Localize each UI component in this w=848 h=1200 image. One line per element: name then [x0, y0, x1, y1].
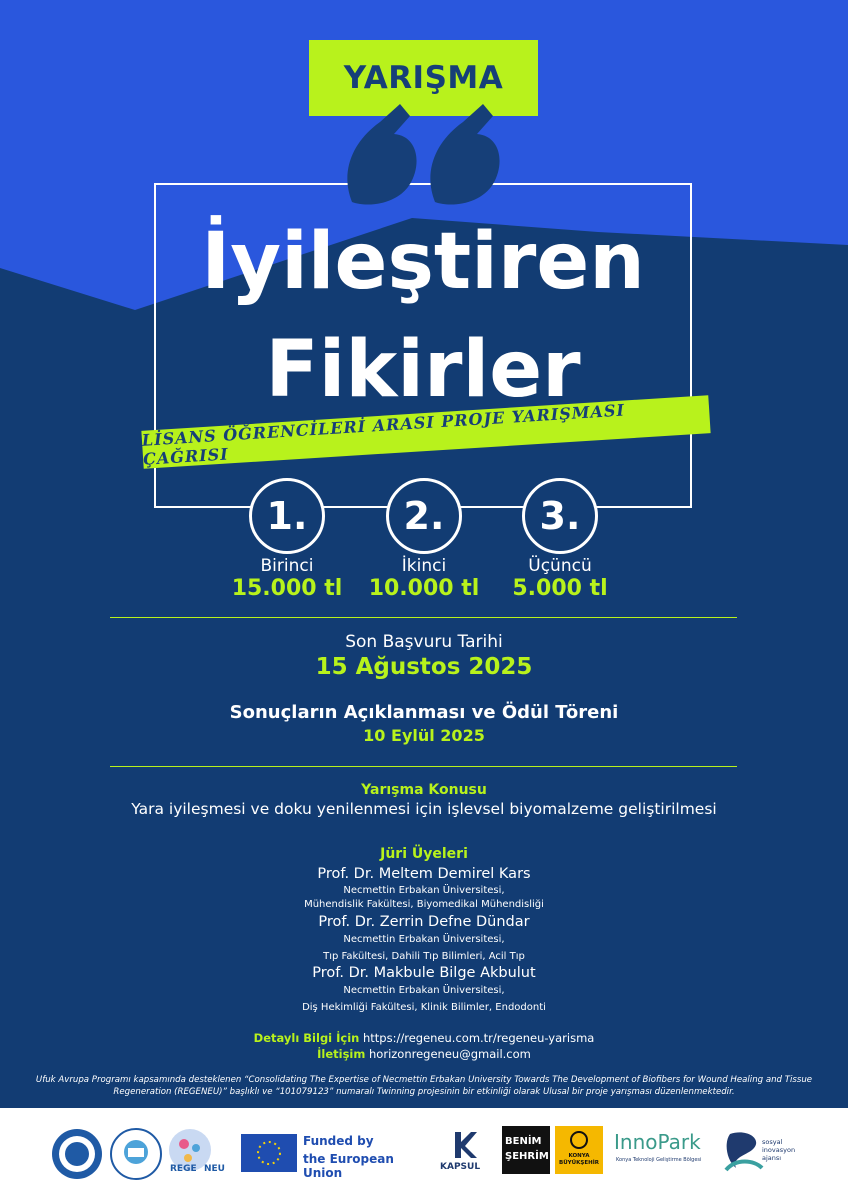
jury-affiliation: Necmettin Erbakan Üniversitesi, [343, 985, 505, 996]
jury-name: Prof. Dr. Makbule Bilge Akbulut [312, 965, 536, 981]
contact-line [0, 1047, 848, 1061]
prize-amount: 15.000 tl [231, 576, 343, 601]
funding-note: Ufuk Avrupa Programı kapsamında desteklenen “Consolidating The Expertise of Necmettin Erbakan University Towards The Development of Biofibers for Wound Healing and Tissue Regeneration (REGENEU)” başlıklı ve “101079123” numaralı Twinning projesinin bir etkinliği olarak Ulusal bir proje yarışması düzenlenmektedir. [35, 1075, 813, 1097]
jury-name: Prof. Dr. Meltem Demirel Kars [317, 866, 531, 882]
jury-department: Mühendislik Fakültesi, Biyomedikal Mühendisliği [304, 899, 544, 910]
jury-affiliation: Necmettin Erbakan Üniversitesi, [343, 885, 505, 896]
info-url[interactable]: https://regeneu.com.tr/regeneu-yarisma [363, 1031, 595, 1045]
info-line [0, 1031, 848, 1045]
eu-text-line1: Funded by [303, 1134, 374, 1148]
prize-label: Birinci [260, 556, 314, 576]
rank-number: 2. [403, 494, 445, 538]
divider [110, 766, 737, 767]
benim-text: BENİM [505, 1136, 542, 1147]
benim-sehrim-logo [502, 1126, 550, 1174]
contact-email[interactable]: horizonregeneu@gmail.com [369, 1047, 531, 1061]
regeneu-text-2: NEU [204, 1164, 225, 1174]
rank-number: 3. [539, 494, 581, 538]
quote-icon [340, 92, 510, 222]
prize-label: Üçüncü [528, 556, 592, 576]
logo-strip [0, 1108, 848, 1200]
title-line-2: Fikirler [265, 325, 581, 415]
innopark-text: InnoPark [614, 1130, 701, 1154]
prize-label: İkinci [401, 556, 447, 576]
prize-first [217, 478, 357, 601]
rank-circle [522, 478, 598, 554]
konya-emblem-icon [569, 1130, 589, 1150]
kapsul-logo [436, 1130, 492, 1178]
prize-third [490, 478, 630, 601]
kapsul-icon [449, 1130, 479, 1160]
faculty-seal-icon [110, 1128, 162, 1180]
topic-label: Yarışma Konusu [361, 782, 487, 798]
ceremony-label: Sonuçların Açıklanması ve Ödül Töreni [229, 702, 619, 723]
deadline-label: Son Başvuru Tarihi [345, 632, 503, 652]
rank-circle [386, 478, 462, 554]
jury-department: Tıp Fakültesi, Dahili Tıp Bilimleri, Acil Tıp [323, 951, 525, 962]
divider [110, 617, 737, 618]
jury-label: Jüri Üyeleri [380, 846, 468, 862]
sosyal-inovasyon-text: sosyal inovasyon ajansı [762, 1138, 796, 1162]
sehrim-text: ŞEHRİM [505, 1151, 549, 1162]
title-line-1: İyileştiren [201, 217, 645, 307]
jury-name: Prof. Dr. Zerrin Defne Dündar [318, 914, 530, 930]
competition-tag-label: YARIŞMA [343, 60, 504, 96]
call-banner-text: LİSANS ÖĞRENCİLERİ ARASI PROJE YARIŞMASI ÇAĞRISI [141, 400, 626, 469]
prize-second [354, 478, 494, 601]
prize-amount: 10.000 tl [368, 576, 480, 601]
rank-number: 1. [266, 494, 308, 538]
ceremony-date: 10 Eylül 2025 [363, 726, 485, 745]
konya-logo [555, 1126, 603, 1174]
rank-circle [249, 478, 325, 554]
innopark-logo [614, 1130, 714, 1174]
university-seal-icon [51, 1128, 103, 1180]
topic-text: Yara iyileşmesi ve doku yenilenmesi için işlevsel biyomalzeme geliştirilmesi [131, 800, 717, 818]
kapsul-text: KAPSUL [440, 1162, 481, 1172]
deadline-date: 15 Ağustos 2025 [315, 654, 533, 680]
contact-label: İletişim [317, 1047, 366, 1061]
eu-flag-icon [241, 1134, 297, 1172]
eu-text-line2: the European Union [303, 1152, 394, 1180]
eu-funding-logo [241, 1130, 426, 1180]
regeneu-text: REGE [170, 1164, 197, 1174]
sosyal-inovasyon-icon [722, 1128, 766, 1172]
prize-amount: 5.000 tl [512, 576, 608, 601]
jury-department: Diş Hekimliği Fakültesi, Klinik Bilimler, Endodonti [302, 1002, 546, 1013]
jury-affiliation: Necmettin Erbakan Üniversitesi, [343, 934, 505, 945]
konya-text: KONYA BÜYÜKŞEHİR [559, 1153, 599, 1166]
info-label: Detaylı Bilgi İçin [253, 1031, 360, 1045]
regeneu-logo [168, 1128, 236, 1180]
innopark-subtitle: Konya Teknoloji Geliştirme Bölgesi [616, 1157, 702, 1163]
sosyal-inovasyon-logo [722, 1128, 802, 1178]
